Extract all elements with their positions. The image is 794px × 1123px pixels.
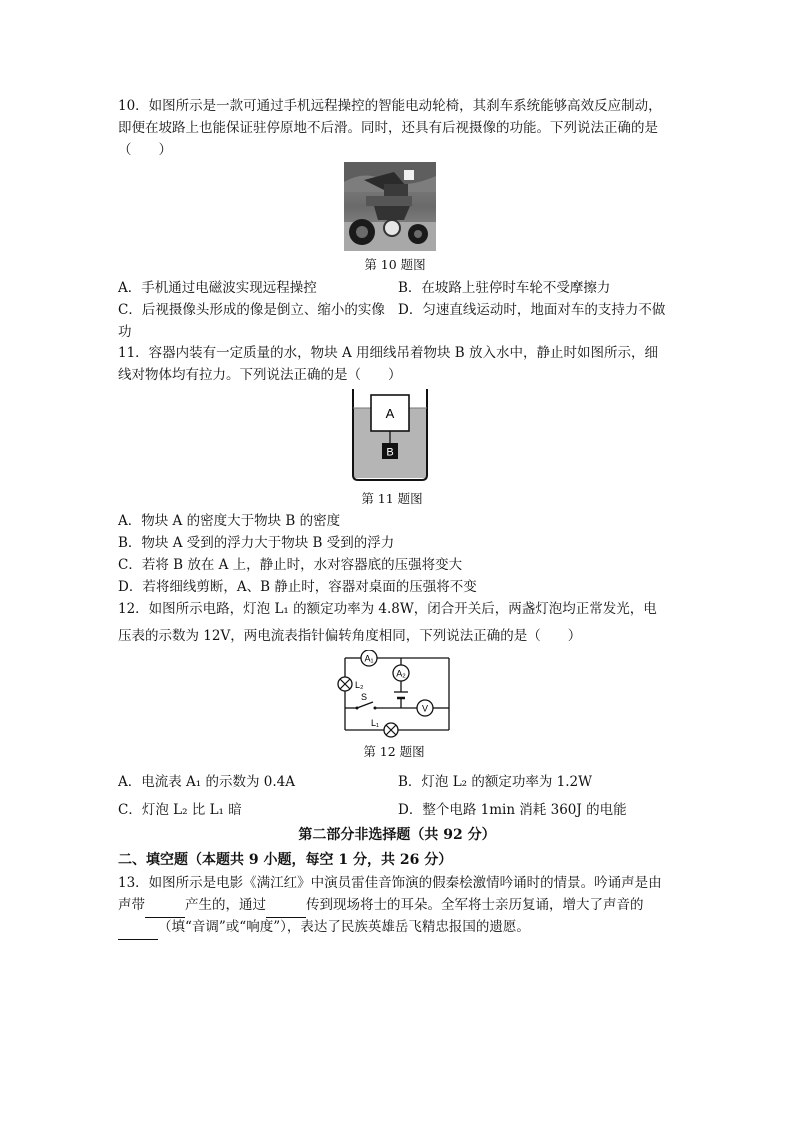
q12-option-b: B．灯泡 L₂ 的额定功率为 1.2W bbox=[398, 774, 593, 790]
switch-label: S bbox=[361, 692, 368, 702]
q12-stem-line2: 压表的示数为 12V，两电流表指针偏转角度相同，下列说法正确的是（ ） bbox=[118, 628, 582, 644]
q13-stem-line1: 13．如图所示是电影《满江红》中演员雷佳音饰演的假秦桧激情吟诵时的情景。吟诵声是由 bbox=[118, 875, 662, 891]
q11-option-d: D．若将细线剪断，A、B 静止时，容器对桌面的压强将不变 bbox=[118, 579, 477, 595]
q13-blank-1[interactable] bbox=[145, 897, 185, 918]
q10-option-a: A．手机通过电磁波实现远程操控 bbox=[118, 280, 317, 296]
q12-option-c: C．灯泡 L₂ 比 L₁ 暗 bbox=[118, 802, 242, 818]
q10-wheelchair-photo bbox=[344, 162, 436, 251]
voltmeter-label: V bbox=[421, 703, 429, 714]
q11-caption: 第 11 题图 bbox=[361, 491, 423, 506]
q11-stem-line2: 线对物体均有拉力。下列说法正确的是（ ） bbox=[118, 367, 402, 383]
block-b-label: B bbox=[386, 446, 394, 459]
section2-heading: 二、填空题（本题共 9 小题，每空 1 分，共 26 分） bbox=[118, 852, 453, 868]
lamp-l1-label: L₁ bbox=[371, 718, 380, 728]
q10-option-d: D．匀速直线运动时，地面对车的支持力不做 bbox=[398, 302, 666, 318]
q10-option-d-cont: 功 bbox=[118, 324, 132, 340]
lamp-l2-label: L₂ bbox=[355, 680, 364, 690]
q12-option-d: D．整个电路 1min 消耗 360J 的电能 bbox=[398, 802, 627, 818]
q11-option-b: B．物块 A 受到的浮力大于物块 B 受到的浮力 bbox=[118, 535, 395, 551]
q13-blank-3[interactable] bbox=[118, 919, 158, 940]
q13-stem-line2 bbox=[118, 895, 644, 918]
q10-option-b: B．在坡路上驻停时车轮不受摩擦力 bbox=[398, 280, 611, 296]
q10-option-c: C．后视摄像头形成的像是倒立、缩小的实像 bbox=[118, 302, 385, 318]
q13-blank-2[interactable] bbox=[266, 897, 306, 918]
q12-circuit-diagram bbox=[333, 650, 453, 740]
q13-text-2a: 声带 bbox=[118, 897, 145, 913]
part2-title: 第二部分非选择题（共 92 分） bbox=[298, 827, 496, 843]
q10-caption: 第 10 题图 bbox=[364, 257, 426, 272]
block-a-label: A bbox=[385, 406, 395, 421]
q11-option-c: C．若将 B 放在 A 上，静止时，水对容器底的压强将变大 bbox=[118, 557, 463, 573]
q10-stem-line3: （ ） bbox=[118, 142, 172, 158]
ammeter-a2-label: A₂ bbox=[396, 668, 406, 679]
q12-stem-line1: 12．如图所示电路，灯泡 L₁ 的额定功率为 4.8W，闭合开关后，两盏灯泡均正常发光，电 bbox=[118, 601, 657, 617]
q10-stem-line2: 即便在坡路上也能保证驻停原地不后滑。同时，还具有后视摄像的功能。下列说法正确的是 bbox=[118, 120, 658, 136]
q11-container-diagram bbox=[350, 389, 430, 483]
q13-stem-line3 bbox=[118, 917, 530, 940]
q11-option-a: A．物块 A 的密度大于物块 B 的密度 bbox=[118, 513, 341, 529]
ammeter-a1-label: A₁ bbox=[364, 653, 374, 664]
q12-option-a: A．电流表 A₁ 的示数为 0.4A bbox=[118, 774, 296, 790]
q12-caption: 第 12 题图 bbox=[363, 744, 425, 759]
q13-text-3a: （填“音调”或“响度”），表达了民族英雄岳飞精忠报国的遗愿。 bbox=[158, 919, 530, 935]
q11-stem-line1: 11．容器内装有一定质量的水，物块 A 用细线吊着物块 B 放入水中，静止时如图所示，细 bbox=[118, 345, 659, 361]
q13-text-2c: 传到现场将士的耳朵。全军将士亲历复诵，增大了声音的 bbox=[306, 897, 644, 913]
q10-stem-line1: 10．如图所示是一款可通过手机远程操控的智能电动轮椅，其刹车系统能够高效反应制动， bbox=[118, 98, 662, 114]
q13-text-2b: 产生的，通过 bbox=[185, 897, 266, 913]
